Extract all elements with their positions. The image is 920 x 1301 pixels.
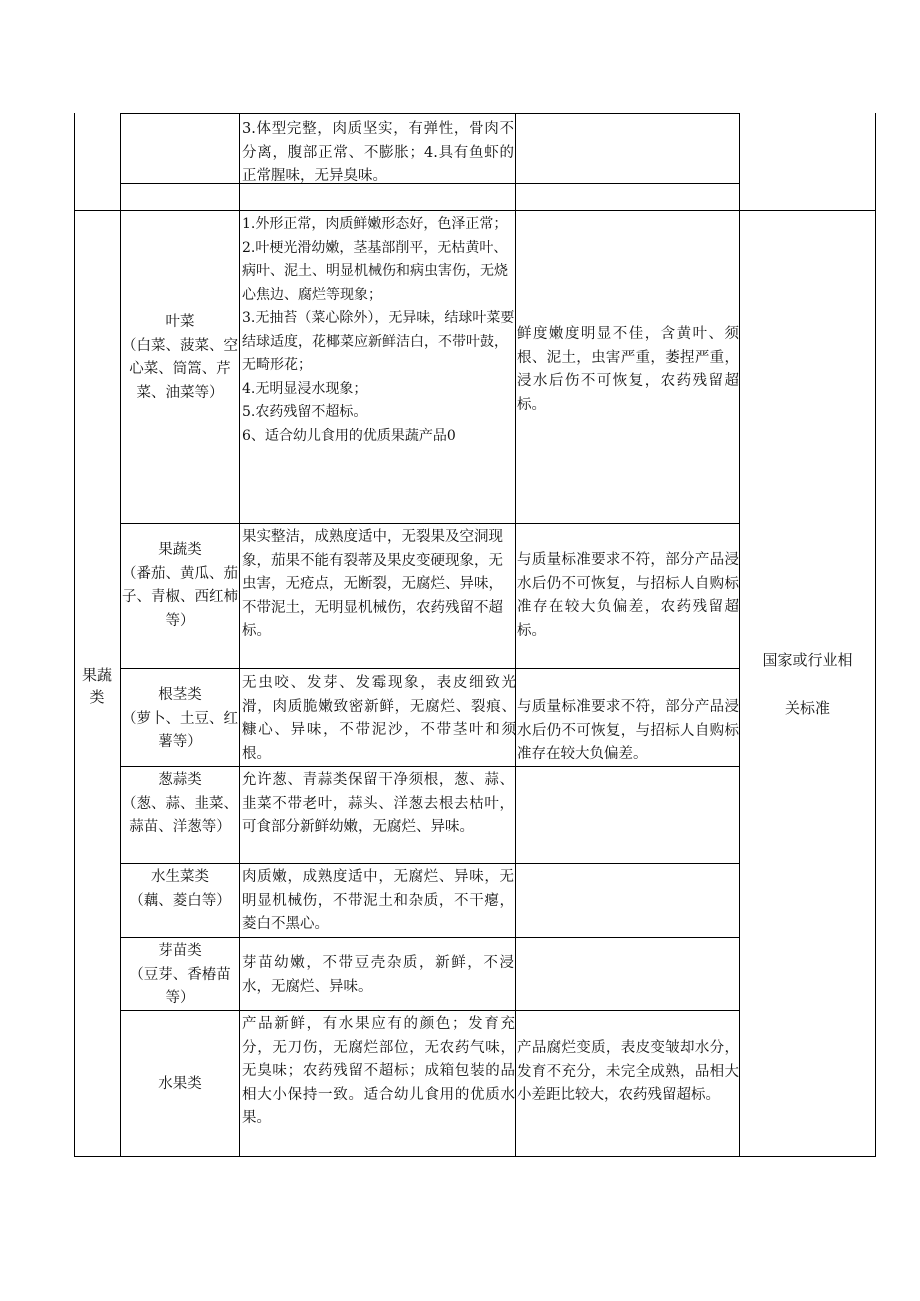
table-rule bbox=[74, 113, 75, 210]
rejection-text: 产品腐烂变质，表皮变皱却水分，发育不充分，未完全成熟，品相大小差距比较大，农药残留超标。 bbox=[517, 1040, 739, 1103]
product-name: 果蔬类 （番茄、黄瓜、茄子、青椒、西红柿等） bbox=[122, 542, 238, 629]
requirement-text: 产品新鲜，有水果应有的颜色；发育充分，无刀伤，无腐烂部位，无农药气味，无臭味；农药残留不超标；成箱包装的品相大小保持一致。适合幼儿食用的优质水果。 bbox=[242, 1016, 515, 1126]
requirement-text: 肉质嫩，成熟度适中，无腐烂、异味，无明显机械伤，不带泥土和杂质，不干瘪，菱白不黑心。 bbox=[242, 869, 514, 932]
table-rule bbox=[74, 210, 75, 1157]
table-rule bbox=[120, 113, 121, 210]
table-rule bbox=[120, 523, 740, 524]
table-rule bbox=[120, 668, 740, 669]
requirement-text: 1.外形正常，肉质鲜嫩形态好，色泽正常； 2.叶梗光滑幼嫩，茎基部削平，无枯黄叶、病叶、泥土、明显机械伤和病虫害伤，无烧心焦边、腐烂等现象； 3.无抽苔（菜心除外），无异味，结球叶菜要结球适度，花椰菜应新鲜洁白，不带叶鼓，无畸形花； 4.无明显浸水现象； 5.农药残留不超标。 6、适合幼儿食用的优质果蔬产品0 bbox=[242, 216, 515, 444]
table-rule bbox=[120, 210, 121, 1157]
table-rule bbox=[739, 210, 740, 1157]
product-name: 叶菜 （白菜、菠菜、空心菜、筒篙、芹菜、油菜等） bbox=[122, 314, 238, 401]
table-rule bbox=[239, 210, 240, 1157]
rejection-text: 鲜度嫩度明显不佳，含黄叶、须根、泥土，虫害严重，萎捏严重，浸水后伤不可恢复，农药残留超标。 bbox=[517, 326, 739, 413]
table-rule bbox=[74, 1156, 876, 1157]
table-rule bbox=[875, 113, 876, 210]
requirement-text: 允许葱、青蒜类保留干净须根，葱、蒜、韭菜不带老叶，蒜头、洋葱去根去枯叶，可食部分新鲜幼嫩，无腐烂、异味。 bbox=[242, 772, 514, 835]
requirement-text: 无虫咬、发芽、发霉现象，表皮细致光滑，肉质脆嫩致密新鲜，无腐烂、裂痕、糠心、异味，不带泥沙，不带茎叶和须根。 bbox=[242, 675, 516, 762]
table-rule bbox=[120, 113, 740, 114]
category-label: 果蔬类 bbox=[81, 666, 112, 706]
table-rule bbox=[739, 113, 740, 210]
standard-line-1: 国家或行业相 bbox=[762, 651, 853, 669]
product-name: 水果类 bbox=[158, 1076, 202, 1092]
standard-line-2: 关标准 bbox=[784, 699, 830, 717]
requirement-text: 果实整洁，成熟度适中，无裂果及空洞现象，茄果不能有裂蒂及果皮变硬现象，无虫害，无疮点，无断裂，无腐烂、异味，不带泥土，无明显机械伤，农药残留不超标。 bbox=[242, 529, 503, 639]
table-rule bbox=[875, 210, 876, 1157]
product-name: 根茎类 （萝卜、土豆、红薯等） bbox=[122, 687, 238, 750]
table-rule bbox=[74, 210, 876, 211]
table-rule bbox=[120, 863, 740, 864]
product-name: 芽苗类 （豆芽、香椿苗等） bbox=[129, 943, 231, 1006]
table-rule bbox=[120, 937, 740, 938]
requirement-text: 芽苗幼嫩，不带豆壳杂质，新鲜，不浸水，无腐烂、异味。 bbox=[242, 955, 514, 995]
table-rule bbox=[239, 113, 240, 210]
rejection-text: 与质量标准要求不符，部分产品浸水后仍不可恢复，与招标人自购标准存在较大负偏差，农药残留超标。 bbox=[517, 552, 739, 639]
table-rule bbox=[515, 113, 516, 210]
top-row-requirement: 3.体型完整，肉质坚实，有弹性，骨肉不分离，腹部正常、不膨胀；4.具有鱼虾的正常腥味，无异臭味。 bbox=[242, 121, 514, 184]
product-name: 葱蒜类 （葱、蒜、韭菜、蒜苗、洋葱等） bbox=[122, 772, 238, 835]
product-name: 水生菜类 （藕、菱白等） bbox=[129, 869, 231, 909]
rejection-text: 与质量标准要求不符，部分产品浸水后仍不可恢复，与招标人自购标准存在较大负偏差。 bbox=[517, 699, 739, 762]
